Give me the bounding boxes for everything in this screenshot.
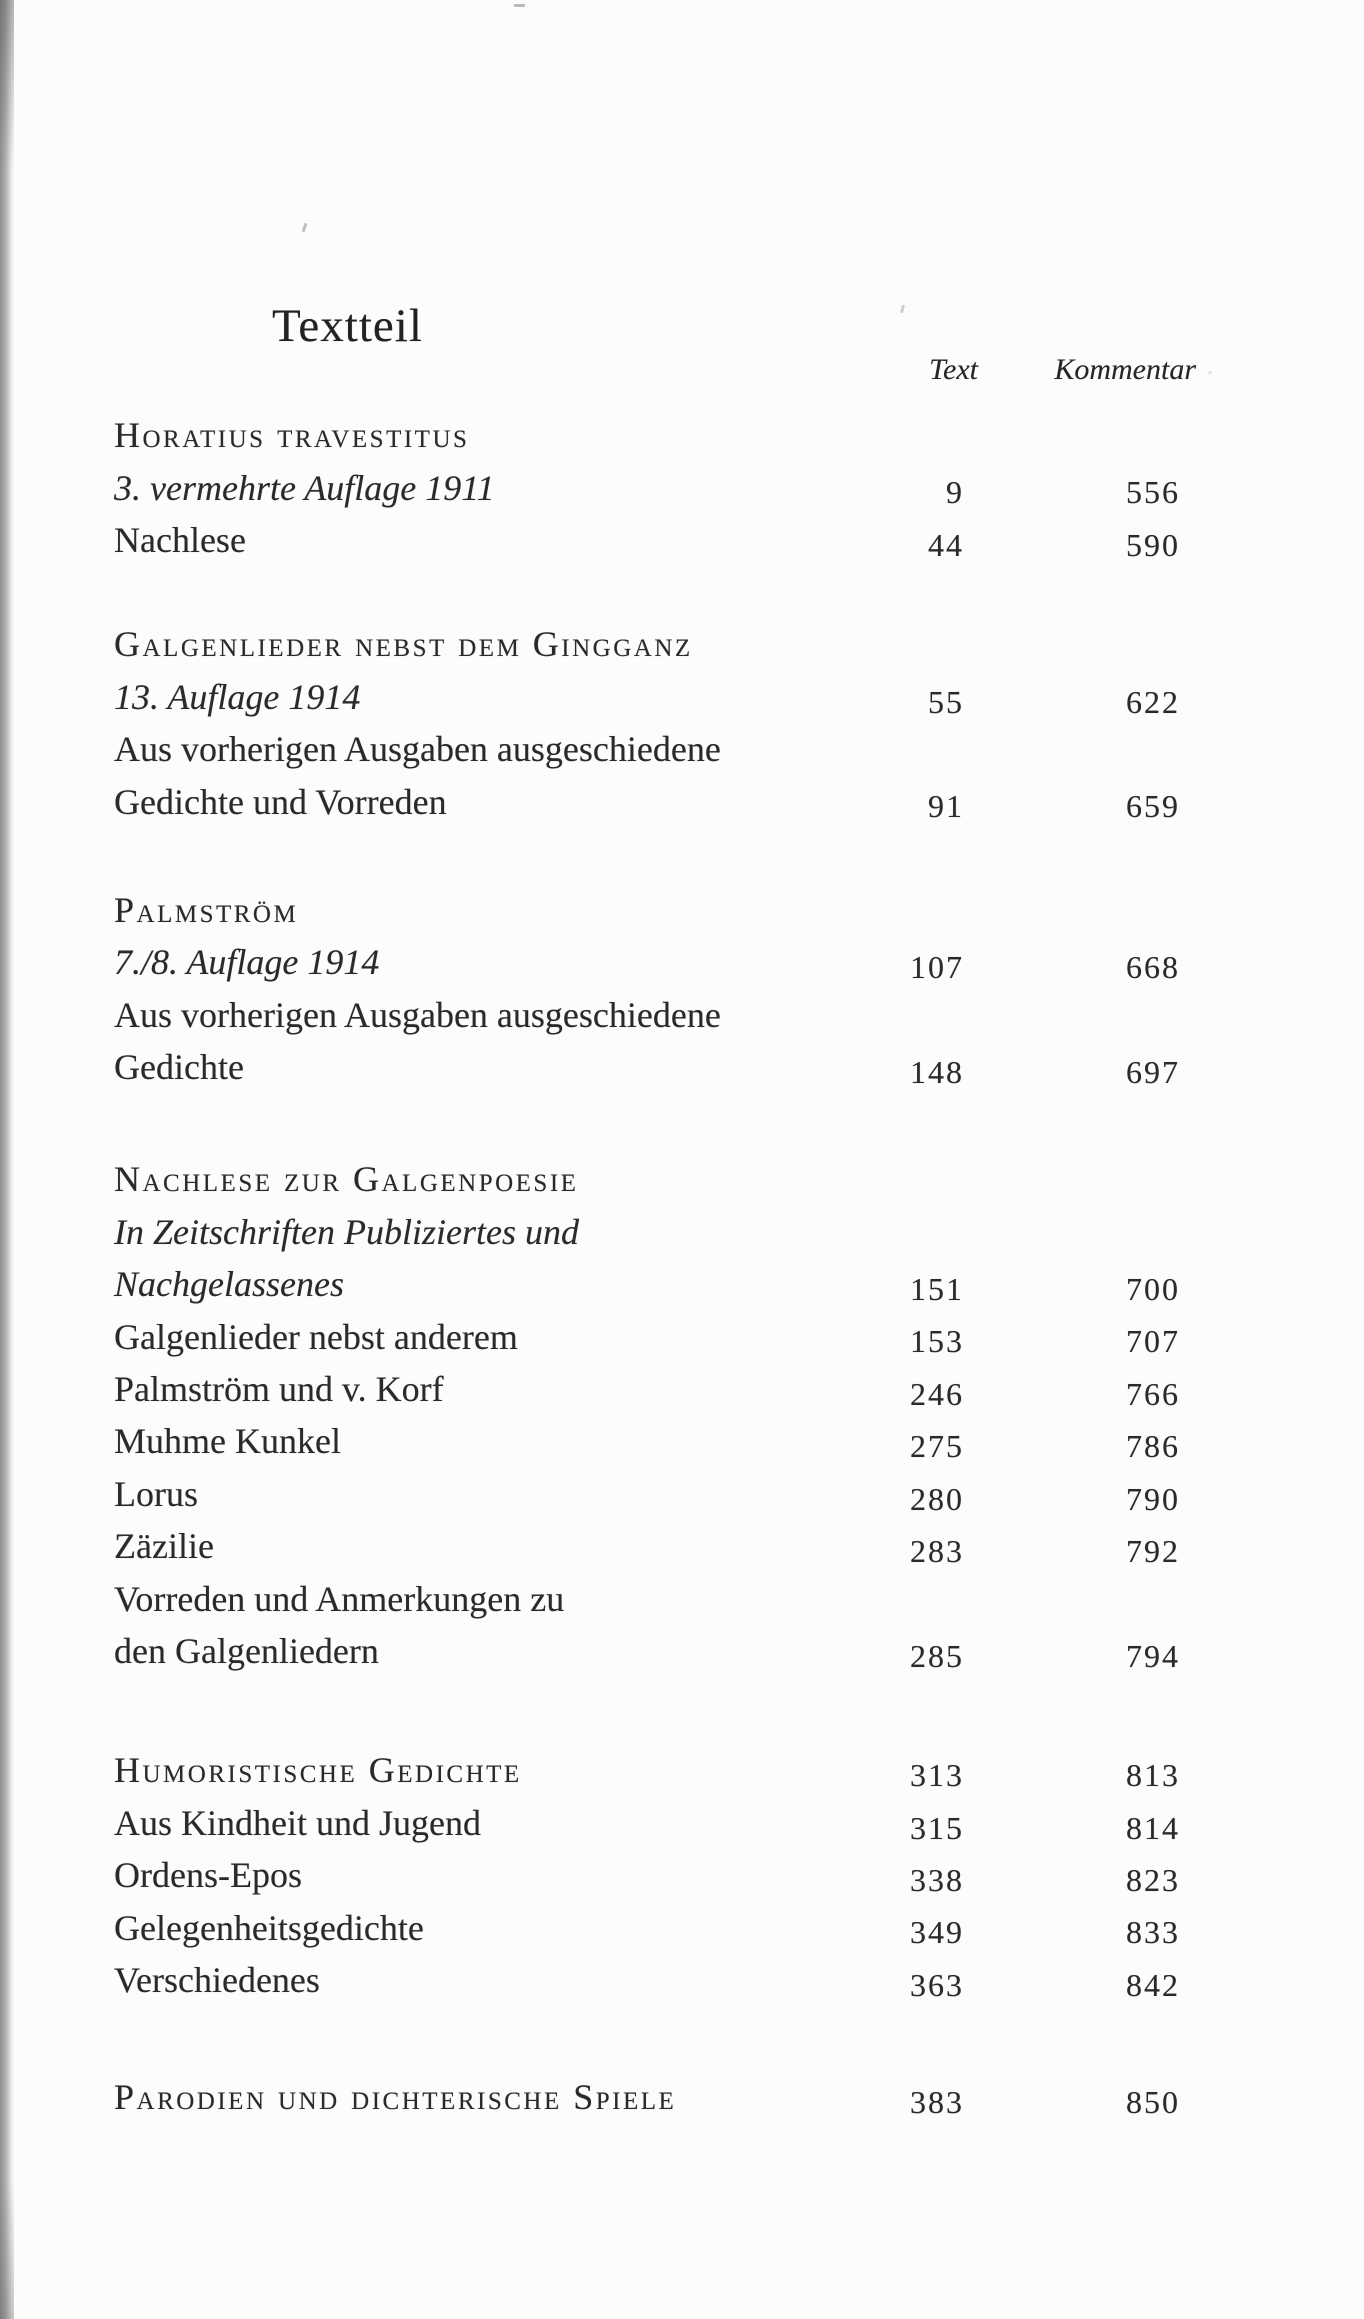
text-page-number: 151 [910,1271,964,1308]
toc-entry-label: Humoristische Gedichte [114,1750,522,1791]
toc-entry-label: Nachlese [114,519,246,560]
toc-line [114,936,1234,988]
kommentar-page-number: 823 [1126,1861,1180,1898]
toc-entry-label: Palmström und v. Korf [114,1369,444,1410]
text-page-number: 275 [910,1428,964,1465]
toc-entry-label: den Galgenliedern [114,1631,379,1671]
toc-line [114,514,1234,566]
toc-section [114,2071,1234,2123]
kommentar-page-number: 833 [1126,1914,1180,1951]
toc-entry-label: Palmström [114,889,299,930]
toc-line [114,884,1234,936]
kommentar-page-number: 794 [1126,1637,1180,1674]
toc-entry-label: Nachgelassenes [114,1264,344,1305]
toc-entry-label: 7./8. Auflage 1914 [114,942,380,983]
kommentar-page-number: 590 [1126,526,1180,563]
toc-entry-label: Nachlese zur Galgenpoesie [114,1159,579,1200]
toc-entry-label: Verschiedenes [114,1959,320,2000]
toc-line [114,409,1234,461]
toc-line [114,1572,1234,1624]
kommentar-page-number: 850 [1126,2084,1180,2121]
toc-line [114,1954,1234,2006]
toc-entry-label: Zäzilie [114,1526,214,1567]
text-page-number: 338 [910,1861,964,1898]
column-header-kommentar: Kommentar [1054,353,1196,386]
toc-entry-label: Parodien und dichterische Spiele [114,2077,677,2118]
text-page-number: 153 [910,1323,964,1360]
toc-entry-label: 13. Auflage 1914 [114,676,361,717]
text-page-number: 383 [910,2084,964,2121]
page-title: Textteil [272,300,423,352]
toc-line [114,461,1234,513]
toc-line [114,775,1234,827]
toc-entry-label: Muhme Kunkel [114,1421,341,1462]
scan-speck [900,305,905,314]
toc-section [114,409,1234,566]
toc-line [114,1520,1234,1572]
text-page-number: 363 [910,1966,964,2003]
toc-entry-label: Aus vorherigen Ausgaben ausgeschiedene [114,729,721,770]
kommentar-page-number: 792 [1126,1533,1180,1570]
scan-speck [514,4,525,7]
toc-section [114,884,1234,1094]
text-page-number: 148 [910,1053,964,1090]
toc-entry-label: In Zeitschriften Publiziertes und [114,1211,579,1252]
toc-line [114,1901,1234,1953]
toc-line [114,618,1234,670]
toc-section [114,1744,1234,2006]
toc-entry-label: Gelegenheitsgedichte [114,1907,424,1948]
page-edge-shadow [0,0,14,2319]
toc-entry-label: Gedichte [114,1047,244,1088]
kommentar-page-number: 790 [1126,1480,1180,1517]
text-page-number: 285 [910,1637,964,1674]
text-page-number: 349 [910,1914,964,1951]
toc-entry-label: Ordens-Epos [114,1855,302,1896]
kommentar-page-number: 813 [1126,1757,1180,1794]
text-page-number: 9 [946,474,964,511]
kommentar-page-number: 700 [1126,1271,1180,1308]
toc-entry-label: Aus Kindheit und Jugend [114,1802,481,1843]
toc-line [114,1625,1234,1677]
toc-line [114,1468,1234,1520]
kommentar-page-number: 697 [1126,1053,1180,1090]
kommentar-page-number: 659 [1126,788,1180,825]
kommentar-page-number: 668 [1126,949,1180,986]
toc-entry-label: Aus vorherigen Ausgaben ausgeschiedene [114,994,721,1035]
toc-entry-label: Gedichte und Vorreden [114,781,447,822]
text-page-number: 246 [910,1375,964,1412]
text-page-number: 91 [928,788,964,825]
toc-line [114,671,1234,723]
toc-line [114,1041,1234,1093]
text-page-number: 313 [910,1757,964,1794]
toc-entry-label: Horatius travestitus [114,415,470,456]
kommentar-page-number: 707 [1126,1323,1180,1360]
toc-line [114,1849,1234,1901]
toc-entry-label: Lorus [114,1473,198,1514]
toc-entry-label: 3. vermehrte Auflage 1911 [114,467,495,508]
toc-entry-label: Galgenlieder nebst anderem [114,1316,518,1357]
toc-line [114,1258,1234,1310]
column-header-text: Text [929,353,978,386]
toc-line [114,1415,1234,1467]
toc-line [114,1797,1234,1849]
table-of-contents [114,409,1234,2124]
toc-line [114,1206,1234,1258]
kommentar-page-number: 814 [1126,1809,1180,1846]
text-page-number: 55 [928,683,964,720]
text-page-number: 107 [910,949,964,986]
toc-line [114,1744,1234,1796]
text-page-number: 280 [910,1480,964,1517]
toc-section [114,1153,1234,1677]
toc-line [114,1153,1234,1205]
toc-entry-label: Vorreden und Anmerkungen zu [114,1578,565,1619]
kommentar-page-number: 786 [1126,1428,1180,1465]
toc-line [114,1363,1234,1415]
toc-line [114,1310,1234,1362]
toc-entry-label: Galgenlieder nebst dem Gingganz [114,624,693,665]
text-page-number: 44 [928,526,964,563]
toc-section [114,618,1234,828]
text-page-number: 283 [910,1533,964,1570]
toc-line [114,989,1234,1041]
kommentar-page-number: 766 [1126,1375,1180,1412]
kommentar-page-number: 556 [1126,474,1180,511]
kommentar-page-number: 842 [1126,1966,1180,2003]
kommentar-page-number: 622 [1126,683,1180,720]
toc-line [114,2071,1234,2123]
scan-speck [1208,371,1212,374]
text-page-number: 315 [910,1809,964,1846]
toc-line [114,723,1234,775]
scan-speck [302,223,308,232]
